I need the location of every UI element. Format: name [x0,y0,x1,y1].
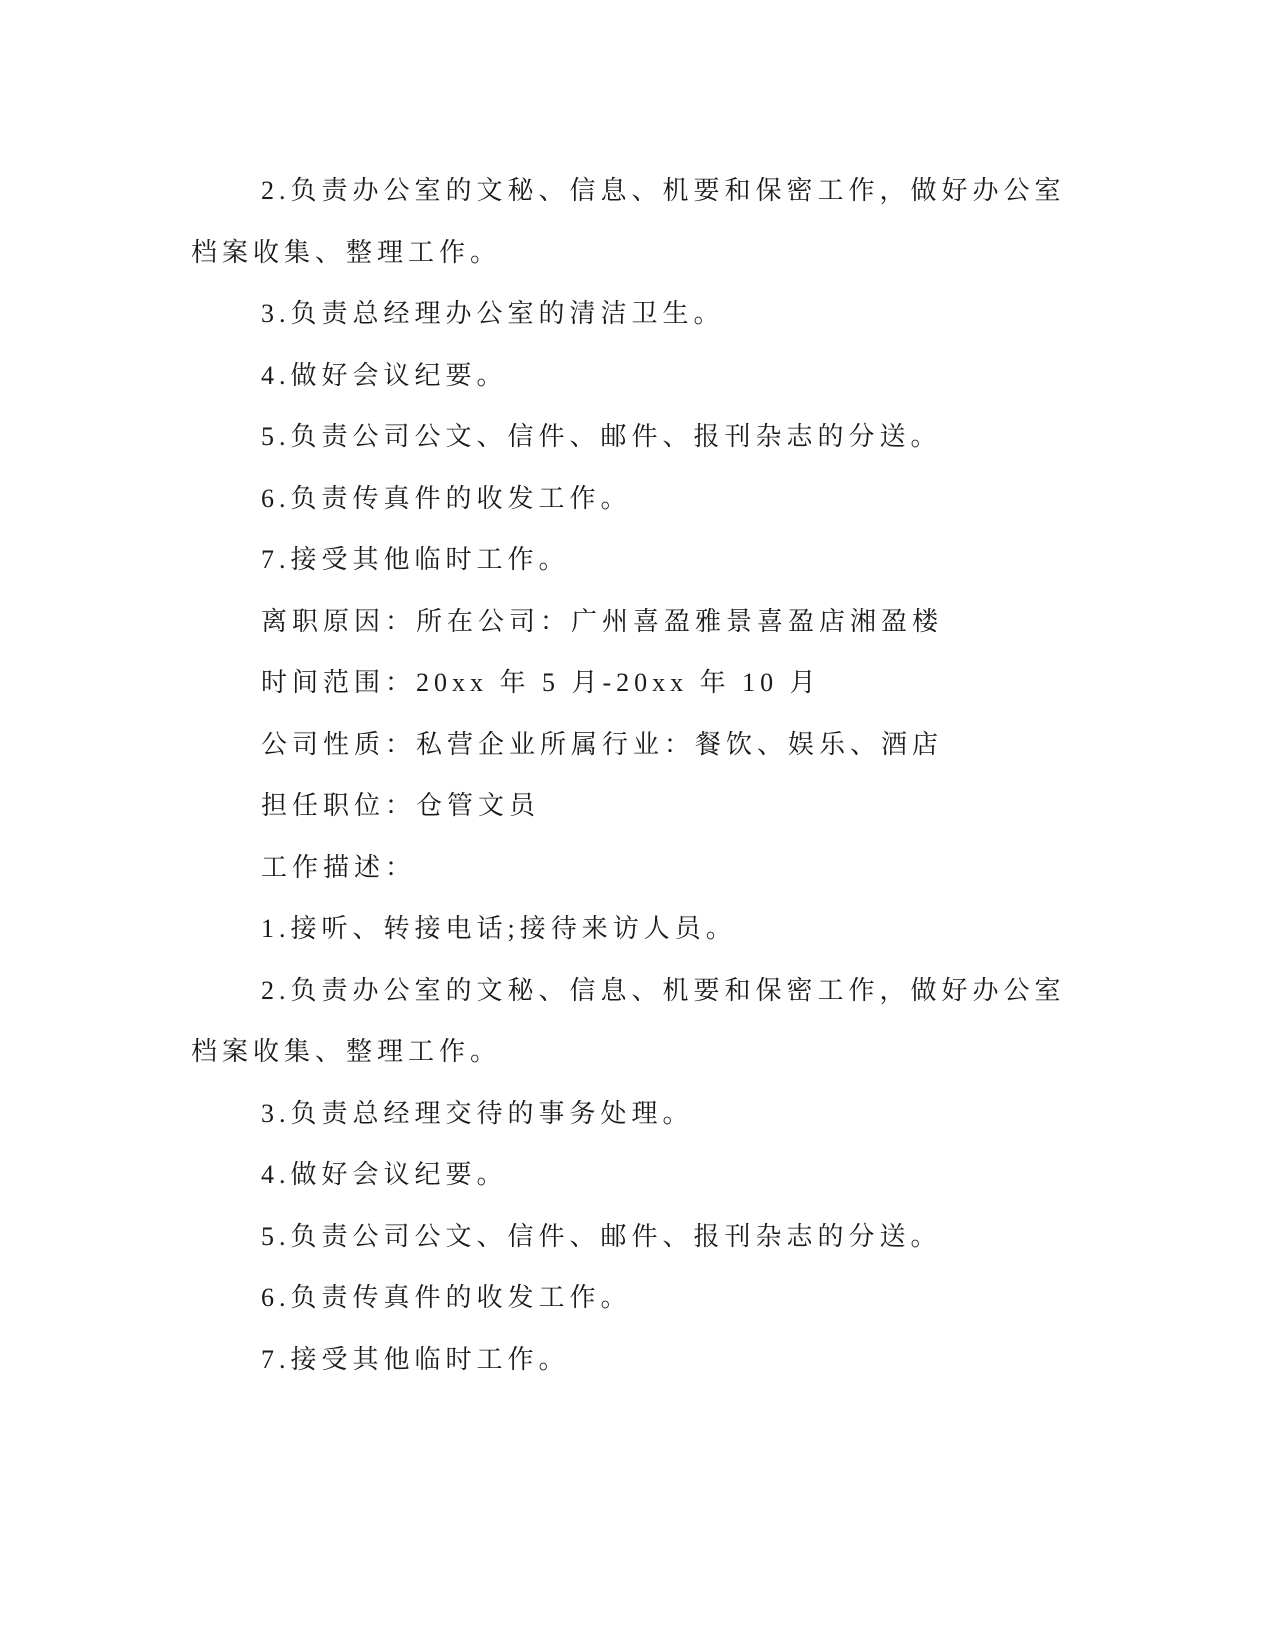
paragraph-company-nature: 公司性质：私营企业所属行业：餐饮、娱乐、酒店 [261,729,944,759]
paragraph-duty-6-second: 6.负责传真件的收发工作。 [261,1283,632,1312]
paragraph-position: 担任职位：仓管文员 [261,791,541,820]
paragraph-duty-5: 5.负责公司公文、信件、邮件、报刊杂志的分送。 [261,422,942,451]
paragraph-leaving-reason: 离职原因：所在公司：广州喜盈雅景喜盈店湘盈楼 [261,606,944,636]
paragraph-time-range: 时间范围：20xx 年 5 月-20xx 年 10 月 [261,668,821,697]
paragraph-duty-4: 4.做好会议纪要。 [261,360,508,390]
paragraph-duty-2-second: 2.负责办公室的文秘、信息、机要和保密工作，做好办公室档案收集、整理工作。 [191,975,1066,1066]
paragraph-duty-1: 1.接听、转接电话;接待来访人员。 [261,914,737,943]
paragraph-duty-5-second: 5.负责公司公文、信件、邮件、报刊杂志的分送。 [261,1221,942,1251]
paragraph-duty-6: 6.负责传真件的收发工作。 [261,483,632,513]
paragraph-duty-2: 2.负责办公室的文秘、信息、机要和保密工作，做好办公室档案收集、整理工作。 [191,176,1066,267]
paragraph-duty-3: 3.负责总经理办公室的清洁卫生。 [261,299,725,328]
paragraph-job-description-heading: 工作描述： [261,852,417,882]
paragraph-duty-7-second: 7.接受其他临时工作。 [261,1344,570,1374]
paragraph-duty-3-second: 3.负责总经理交待的事务处理。 [261,1098,694,1128]
paragraph-duty-4-second: 4.做好会议纪要。 [261,1160,508,1189]
paragraph-duty-7: 7.接受其他临时工作。 [261,545,570,574]
document-body [191,160,1076,1390]
